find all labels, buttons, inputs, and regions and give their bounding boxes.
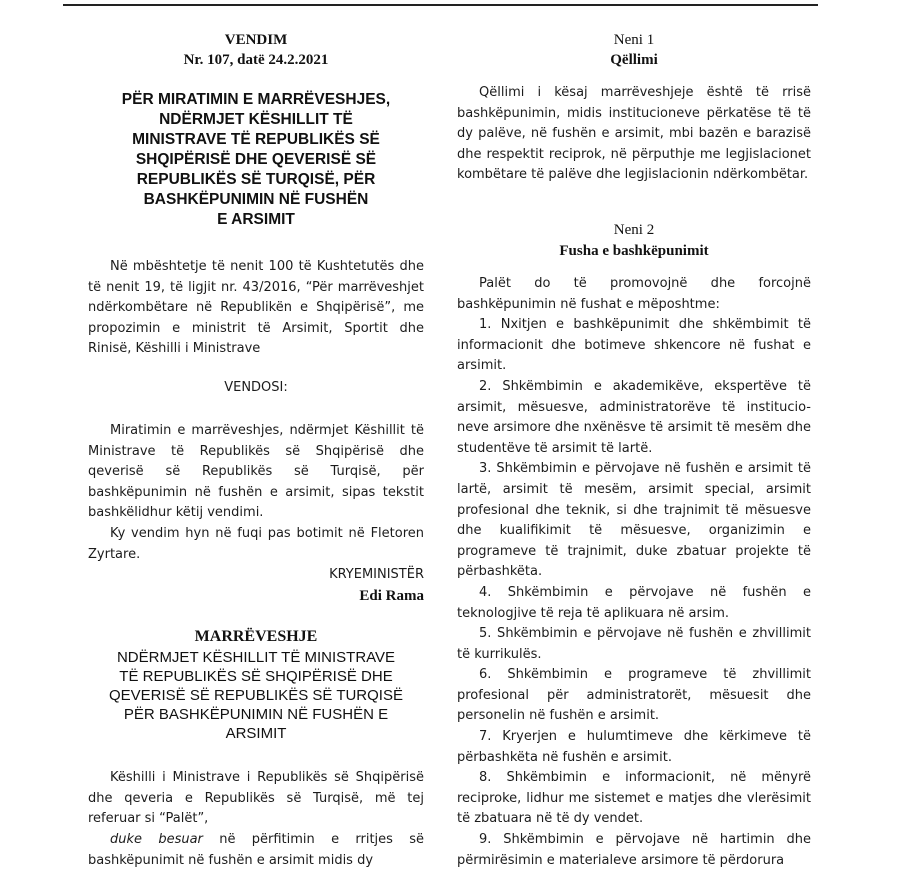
vendim-heading-line: NDËRMJET KËSHILLIT TË: [159, 111, 353, 128]
vendim-heading-line: PËR MIRATIMIN E MARRËVESHJES,: [121, 91, 391, 108]
clause-rest: në përfitimin e rritjes së bashkëpunimit në fushën e arsimit midis dy: [88, 832, 424, 868]
vendosi-heading: VENDOSI:: [224, 380, 288, 395]
vendim-heading-line: MINISTRAVE TË REPUBLIKËS SË: [132, 131, 380, 148]
neni2-item: 9. Shkëmbimin e përvojave në hartimin dhe përmirësimin e materialeve arsimore të përdorura: [457, 832, 811, 868]
neni2-item: 5. Shkëmbimin e përvojave në fushën e zhvillimit të kurrikulës.: [457, 626, 811, 662]
marreveshje-heading-line: NDËRMJET KËSHILLIT TË MINISTRAVE: [116, 649, 396, 666]
signature-name: Edi Rama: [359, 588, 424, 604]
top-rule: [63, 4, 818, 6]
marreveshje-clause: [88, 830, 424, 871]
neni1-title: Qëllimi: [610, 52, 658, 68]
neni2-item: 7. Kryerjen e hulumtimeve dhe kërkimeve të përbashkëta në fushën e arsimit.: [457, 729, 811, 765]
neni2-item: 6. Shkëmbimin e programeve të zhvillimit profesional për administratorët, mësuesit dhe personelin në fushën e arsimit.: [457, 667, 811, 724]
neni2-intro: Palët do të promovojnë dhe forcojnë bashkëpunimin në fushat e mëposhtme:: [457, 276, 811, 312]
marreveshje-heading-line: PËR BASHKËPUNIMIN NË FUSHËN E: [123, 706, 389, 723]
neni2-label: Neni 2: [613, 222, 655, 238]
vendim-paragraph-2: Ky vendim hyn në fuqi pas botimit në Fletoren Zyrtare.: [88, 526, 424, 562]
vendim-number: Nr. 107, datë 24.2.2021: [183, 52, 329, 68]
vendim-title: VENDIM: [224, 32, 288, 48]
neni2-title: Fusha e bashkëpunimit: [559, 243, 709, 259]
marreveshje-title: MARRËVESHJE: [194, 628, 318, 645]
marreveshje-heading-line: TË REPUBLIKËS SË SHQIPËRISË DHE: [119, 668, 393, 685]
vendim-paragraph-1: Miratimin e marrëveshjes, ndërmjet Këshillit të Ministrave të Republikës së Shqipërisë dhe qeverisë së Republikës së Turqisë, për bashkëpunimin në fushën e arsimit, sipas tekstit bashkëlidhur këtij vendimi.: [88, 423, 424, 521]
marreveshje-intro: Këshilli i Ministrave i Republikës së Shqipërisë dhe qeveria e Republikës së Turqisë, më tej referuar si “Palët”,: [88, 770, 424, 827]
marreveshje-heading-line: ARSIMIT: [225, 725, 287, 742]
vendim-preamble: Në mbështetje të nenit 100 të Kushtetutës dhe të nenit 19, të ligjit nr. 43/2016, “Për marrëveshjet ndërkombëtare në Republikën e Shqipërisë”, me propozimin e ministrit të Arsimit, Sportit dhe Rinisë, Këshilli i Ministrave: [88, 259, 424, 357]
vendim-heading-line: E ARSIMIT: [217, 211, 295, 228]
marreveshje-heading: [88, 648, 424, 743]
neni2-item: 1. Nxitjen e bashkëpunimit dhe shkëmbimit të informacionit dhe botimeve shkencore në fushat e arsimit.: [457, 317, 811, 374]
neni2-item: 8. Shkëmbimin e informacionit, në mënyrë reciproke, lidhur me sistemet e matjes dhe vlerësimit të zbatuara në të dy vendet.: [457, 770, 811, 827]
vendim-heading-line: SHQIPËRISË DHE QEVERISË SË: [135, 151, 377, 168]
neni1-label: Neni 1: [613, 32, 655, 48]
neni2-item: 4. Shkëmbimin e përvojave në fushën e teknologjive të reja të aplikuara në arsim.: [457, 584, 811, 621]
neni2-item: 2. Shkëmbimin e akademikëve, ekspertëve të arsimit, mësuesve, administratorëve të institucio-neve arsimore dhe nxënësve të arsimit të mesëm dhe studentëve të arsimit të lartë.: [457, 378, 811, 456]
marreveshje-heading-line: QEVERISË SË REPUBLIKËS SË TURQISË: [109, 687, 403, 704]
neni1-text: Qëllimi i kësaj marrëveshjeje është të rrisë bashkëpunimin, midis institucioneve përkatëse të të dy palëve, në fushën e arsimit, mbi bazën e barazisë dhe respektit reciprok, në përputhje me legjislacionet kombëtare të palëve dhe legjislacionin ndërkombëtar.: [457, 85, 811, 183]
vendim-heading-line: REPUBLIKËS SË TURQISË, PËR: [136, 171, 376, 188]
signature-title: KRYEMINISTËR: [329, 567, 424, 582]
clause-italic: duke besuar: [110, 832, 203, 847]
neni2-body: [457, 274, 811, 871]
neni2-item: 3. Shkëmbimin e përvojave në fushën e arsimit të lartë, arsimit të mesëm, arsimit special, arsimit profesional dhe teknik, si dhe trajnimit të mësuesve dhe kualifikimit të mësuesve, organizimin e programeve të trajnimit, duke zbatuar projekte të përbashkëta.: [457, 461, 811, 580]
vendim-heading-line: BASHKËPUNIMIN NË FUSHËN: [143, 191, 369, 208]
vendim-heading: [88, 90, 424, 230]
